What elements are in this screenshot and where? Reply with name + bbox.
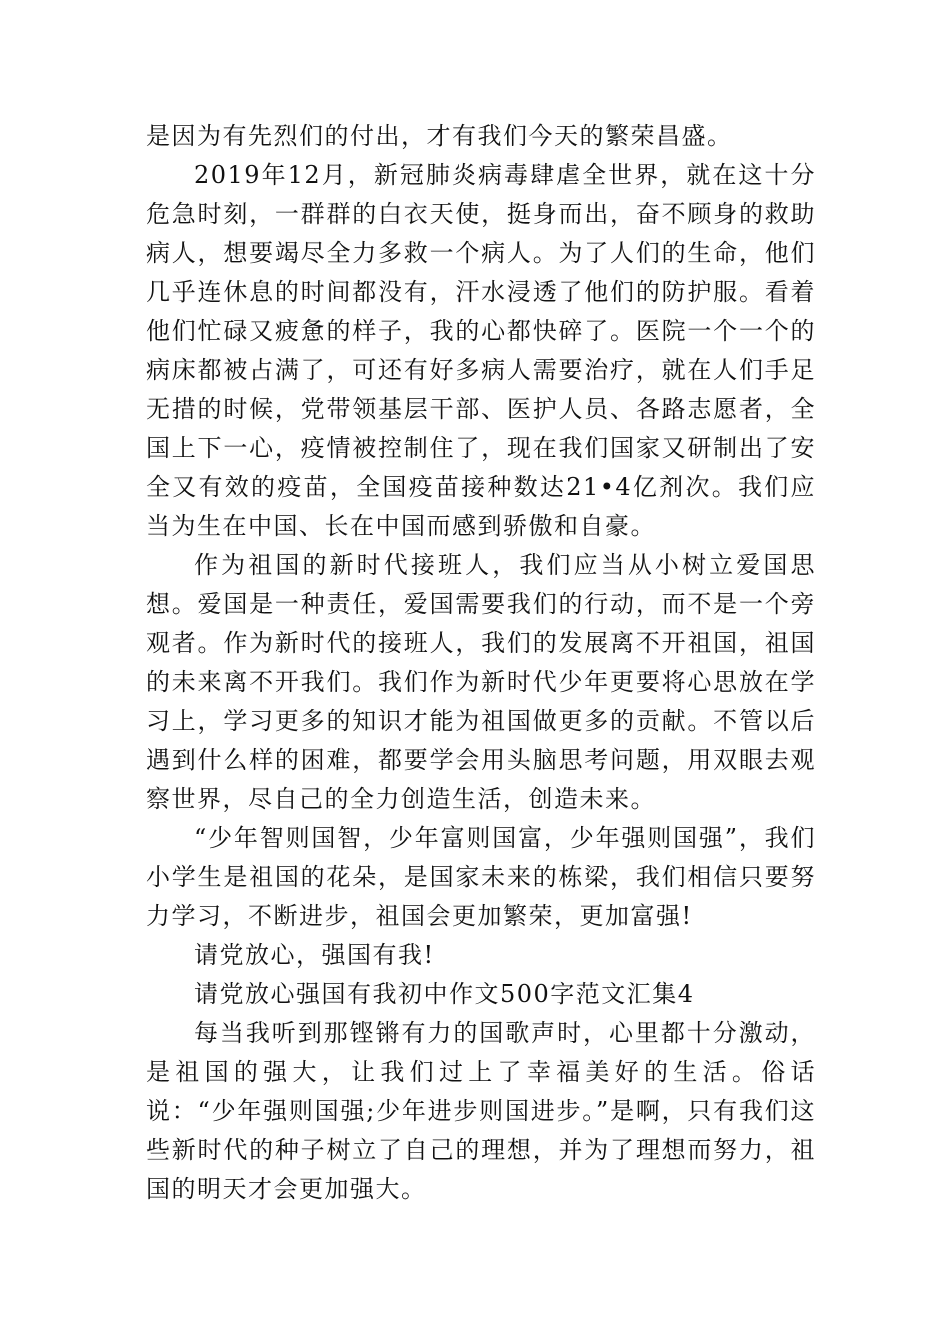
paragraph-anthem: 每当我听到那铿锵有力的国歌声时，心里都十分激动，是祖国的强大，让我们过上了幸福美好的生活。俗话说：“少年强则国强;少年进步则国进步。”是啊，只有我们这些新时代的种子树立了自己的理想，并为了理想而努力，祖国的明天才会更加强大。 — [146, 1019, 816, 1203]
paragraph-successors: 作为祖国的新时代接班人，我们应当从小树立爱国思想。爱国是一种责任，爱国需要我们的行动，而不是一个旁观者。作为新时代的接班人，我们的发展离不开祖国，祖国的未来离不开我们。我们作为新时代少年更要将心思放在学习上，学习更多的知识才能为祖国做更多的贡献。不管以后遇到什么样的困难，都要学会用头脑思考问题，用双眼去观察世界，尽自己的全力创造生活，创造未来。 — [146, 551, 816, 813]
paragraph-continued: 是因为有先烈们的付出，才有我们今天的繁荣昌盛。 — [146, 122, 733, 150]
paragraph-quote: “少年智则国智，少年富则国富，少年强则国强”，我们小学生是祖国的花朵，是国家未来的栋梁，我们相信只要努力学习，不断进步，祖国会更加繁荣，更加富强! — [146, 824, 816, 930]
document-body — [146, 117, 816, 1209]
section-heading: 请党放心强国有我初中作文500字范文汇集4 — [194, 980, 695, 1008]
paragraph-pandemic: 2019年12月，新冠肺炎病毒肆虐全世界，就在这十分危急时刻，一群群的白衣天使，挺身而出，奋不顾身的救助病人，想要竭尽全力多救一个病人。为了人们的生命，他们几乎连休息的时间都没有，汗水浸透了他们的防护服。看着他们忙碌又疲惫的样子，我的心都快碎了。医院一个一个的病床都被占满了，可还有好多病人需要治疗，就在人们手足无措的时候，党带领基层干部、医护人员、各路志愿者，全国上下一心，疫情被控制住了，现在我们国家又研制出了安全又有效的疫苗，全国疫苗接种数达21•4亿剂次。我们应当为生在中国、长在中国而感到骄傲和自豪。 — [146, 161, 816, 540]
paragraph-pledge: 请党放心，强国有我! — [194, 941, 435, 969]
